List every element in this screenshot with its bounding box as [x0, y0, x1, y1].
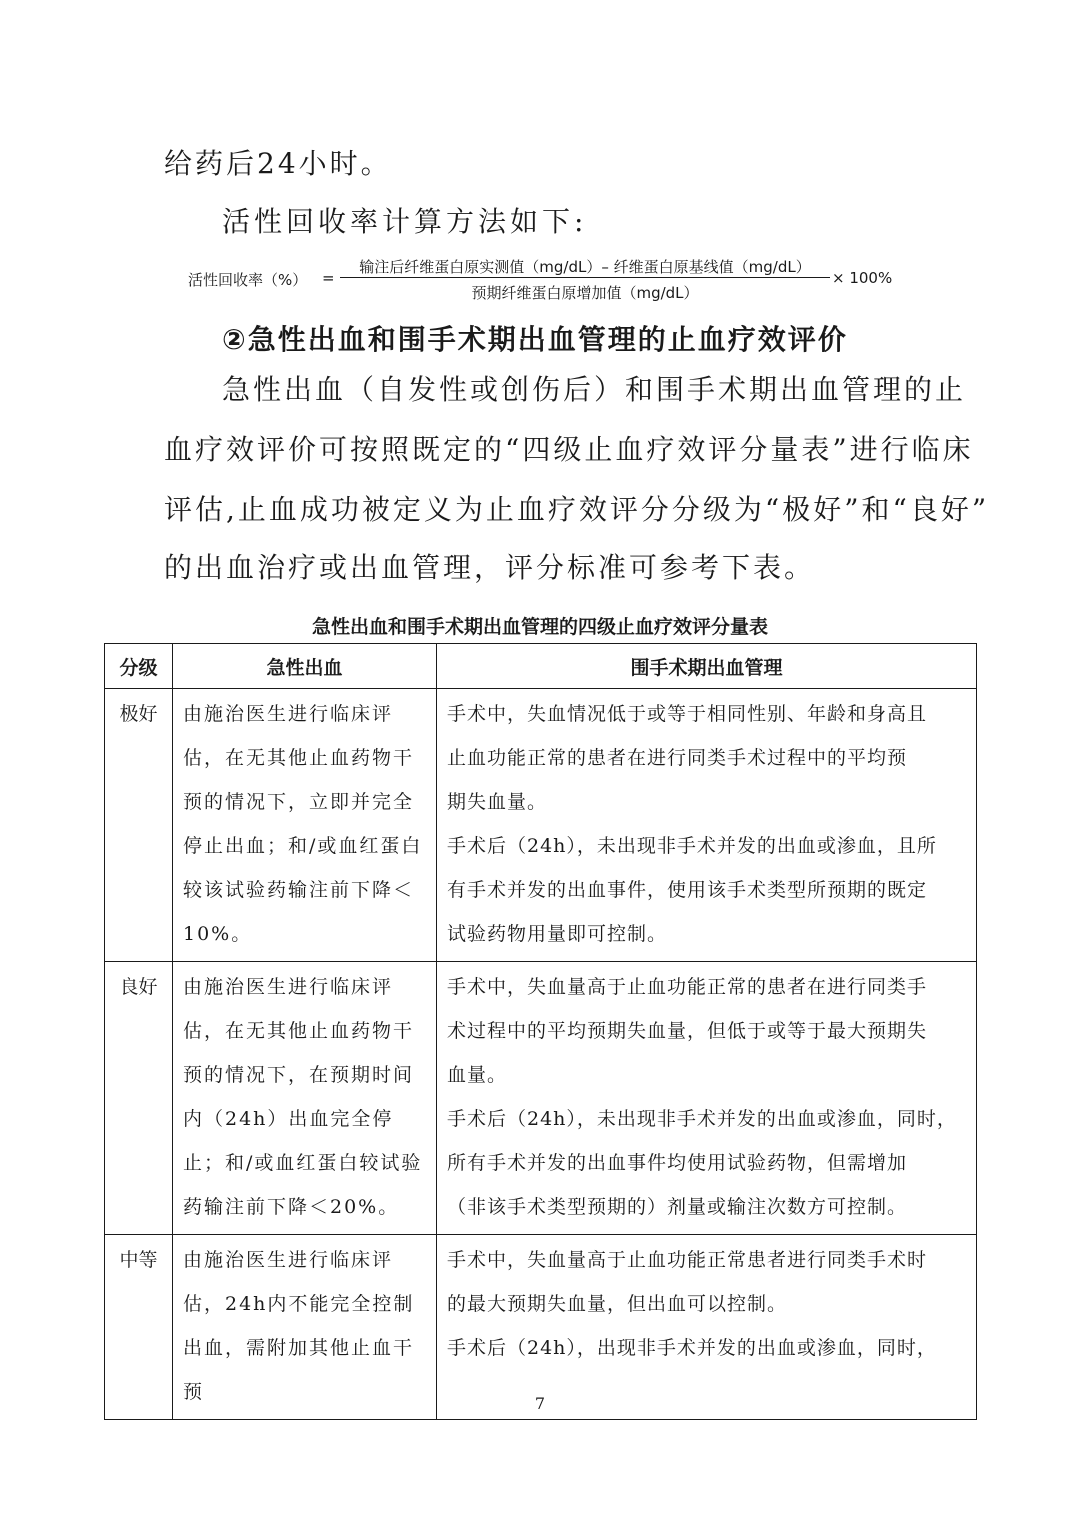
paragraph-line-1: 给药后24小时。 [164, 147, 392, 180]
periop-line: 试验药物用量即可控制。 [447, 923, 668, 945]
periop-line: 手术后（24h），出现非手术并发的出血或渗血，同时， [447, 1337, 937, 1359]
header-grade: 分级 [105, 644, 173, 689]
header-acute-bleeding: 急性出血 [173, 644, 437, 689]
periop-line: 手术中，失血量高于止血功能正常的患者在进行同类手 [447, 976, 928, 998]
periop-line: 术过程中的平均预期失血量，但低于或等于最大预期失 [447, 1020, 928, 1042]
periop-line: 有手术并发的出血事件，使用该手术类型所预期的既定 [447, 879, 928, 901]
paragraph-line-7: 的出血治疗或出血管理，评分标准可参考下表。 [164, 551, 816, 584]
section-heading: ②急性出血和围手术期出血管理的止血疗效评价 [222, 323, 848, 356]
table-row [105, 962, 977, 1235]
row-periop [437, 962, 977, 1235]
formula-numerator: 输注后纤维蛋白原实测值（mg/dL）– 纤维蛋白原基线值（mg/dL） [359, 258, 811, 276]
row-acute: 由施治医生进行临床评估，24h内不能完全控制出血，需附加其他止血干预 [173, 1235, 437, 1420]
periop-line: 手术中，失血量高于止血功能正常患者进行同类手术时 [447, 1249, 928, 1271]
formula-multiplier: × 100% [832, 269, 893, 287]
table-row [105, 1235, 977, 1420]
periop-line: 止血功能正常的患者在进行同类手术过程中的平均预 [447, 747, 908, 769]
periop-line: 所有手术并发的出血事件均使用试验药物，但需增加 [447, 1152, 908, 1174]
row-periop [437, 689, 977, 962]
table-caption: 急性出血和围手术期出血管理的四级止血疗效评分量表 [311, 616, 768, 638]
periop-line: 手术中，失血情况低于或等于相同性别、年龄和身高且 [447, 703, 928, 725]
periop-line: 期失血量。 [447, 791, 548, 813]
hemostatic-efficacy-table [104, 643, 977, 1420]
row-grade: 良好 [105, 962, 173, 1235]
header-perioperative: 围手术期出血管理 [437, 644, 977, 689]
paragraph-line-6: 评估,止血成功被定义为止血疗效评分分级为“极好”和“良好” [164, 493, 990, 526]
formula-fraction-bar [340, 277, 830, 278]
row-periop [437, 1235, 977, 1420]
row-grade: 中等 [105, 1235, 173, 1420]
periop-line: （非该手术类型预期的）剂量或输注次数方可控制。 [447, 1196, 908, 1218]
periop-line: 手术后（24h），未出现非手术并发的出血或渗血，且所 [447, 835, 937, 857]
table-row [105, 689, 977, 962]
recovery-rate-formula [188, 256, 908, 302]
table-header-row [105, 644, 977, 689]
formula-lhs: 活性回收率（%） [188, 271, 308, 289]
periop-line: 手术后（24h），未出现非手术并发的出血或渗血，同时， [447, 1108, 957, 1130]
formula-denominator: 预期纤维蛋白原增加值（mg/dL） [471, 284, 699, 302]
periop-line: 的最大预期失血量，但出血可以控制。 [447, 1293, 788, 1315]
periop-line: 血量。 [447, 1064, 508, 1086]
paragraph-line-5: 血疗效评价可按照既定的“四级止血疗效评分量表”进行临床 [164, 433, 974, 466]
row-acute: 由施治医生进行临床评估，在无其他止血药物干预的情况下，在预期时间内（24h）出血完全停止；和/或血红蛋白较试验药输注前下降＜20%。 [173, 962, 437, 1235]
paragraph-line-4: 急性出血（自发性或创伤后）和围手术期出血管理的止 [222, 373, 967, 406]
page-number: 7 [534, 1394, 546, 1413]
row-grade: 极好 [105, 689, 173, 962]
paragraph-line-2: 活性回收率计算方法如下: [222, 205, 588, 238]
row-acute: 由施治医生进行临床评估，在无其他止血药物干预的情况下，立即并完全停止出血；和/或血红蛋白较该试验药输注前下降＜10%。 [173, 689, 437, 962]
formula-equals: = [322, 269, 335, 287]
